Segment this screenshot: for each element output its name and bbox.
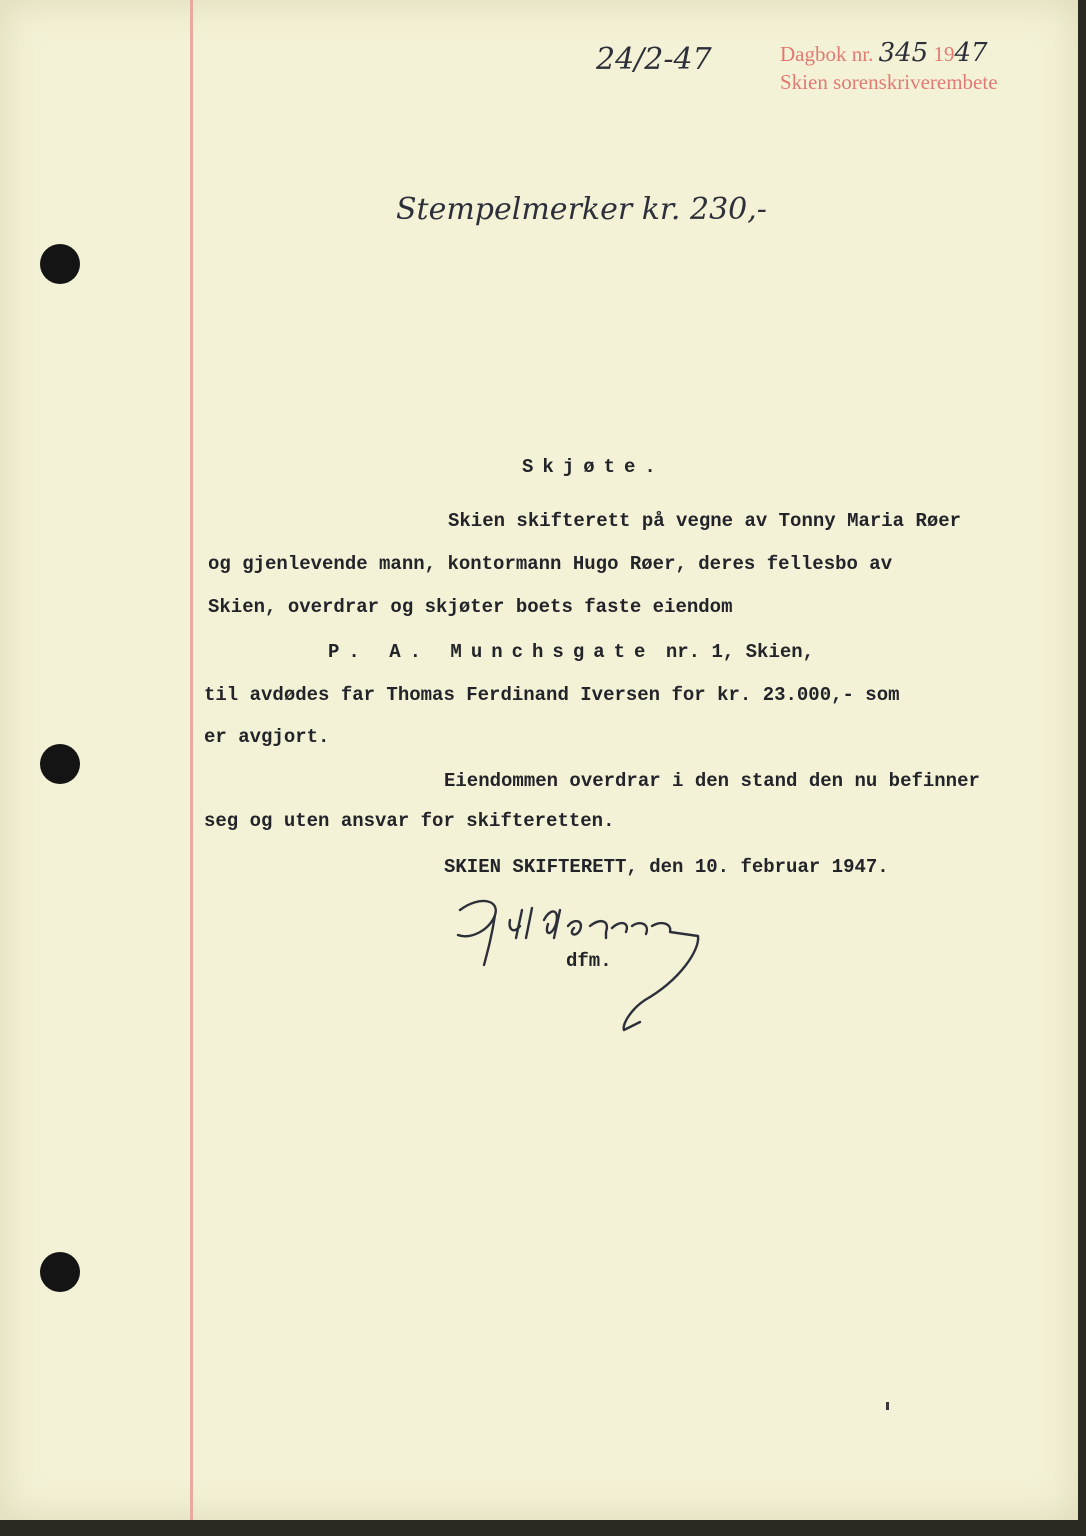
dateline: SKIEN SKIFTERETT, den 10. februar 1947. (444, 856, 889, 878)
handwritten-date: 24/2-47 (596, 42, 712, 77)
body-line: Eiendommen overdrar i den stand den nu befinner (444, 770, 980, 792)
body-line: til avdødes far Thomas Ferdinand Iversen for kr. 23.000,- som (204, 684, 900, 706)
fee-note: Stempelmerker kr. 230,- (396, 192, 767, 227)
punch-hole (40, 1252, 80, 1292)
address-street: P. A. Munchsgate (328, 641, 655, 663)
body-line: Skien skifterett på vegne av Tonny Maria Røer (448, 510, 962, 532)
body-line: er avgjort. (204, 726, 330, 748)
ink-speck (886, 1402, 889, 1410)
red-margin-line (190, 0, 193, 1520)
registry-stamp-line2: Skien sorenskriverembete (780, 70, 998, 94)
property-address (328, 641, 814, 663)
body-line: Skien, overdrar og skjøter boets faste eiendom (208, 596, 733, 618)
punch-hole (40, 744, 80, 784)
signature-title: dfm. (566, 950, 612, 972)
stamp-label: Dagbok nr. (780, 42, 874, 66)
stamp-year-prefix: 19 (933, 42, 955, 66)
stamp-year-suffix: 47 (954, 38, 988, 68)
document-title: Skjøte. (522, 456, 665, 478)
registry-stamp-line1 (780, 38, 988, 68)
body-line: og gjenlevende mann, kontormann Hugo Røer, deres fellesbo av (208, 553, 893, 575)
stamp-number: 345 (878, 38, 929, 68)
address-number: nr. 1, Skien, (665, 641, 815, 663)
body-line: seg og uten ansvar for skifteretten. (204, 810, 615, 832)
punch-hole (40, 244, 80, 284)
